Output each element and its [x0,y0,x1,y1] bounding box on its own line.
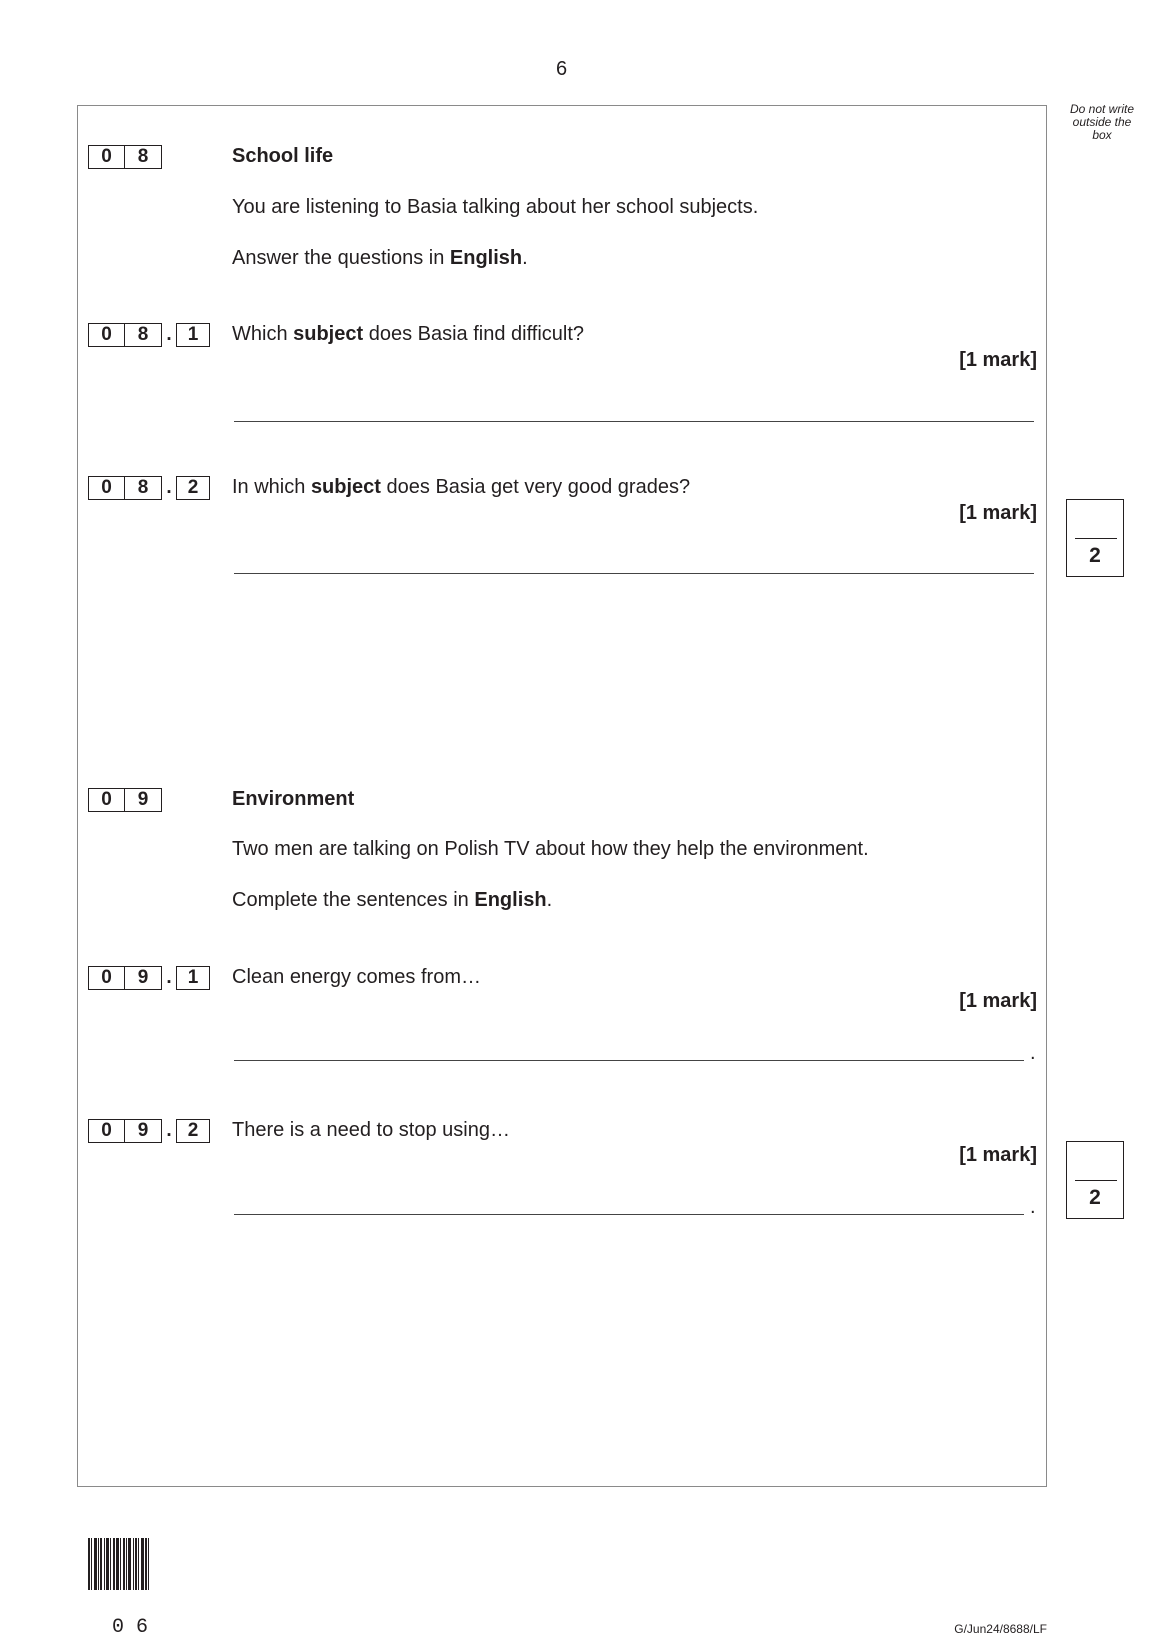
question-number-09 [88,788,162,812]
margin-note-line: box [1092,128,1112,142]
mark-label: [1 mark] [959,1144,1037,1166]
page-number: 6 [556,58,568,80]
score-box [1066,1141,1124,1219]
answer-line[interactable] [234,421,1034,422]
question-title: School life [232,145,334,167]
mark-label: [1 mark] [959,349,1037,371]
full-stop: . [1030,1042,1036,1064]
question-number-08 [88,145,162,169]
footer-code: G/Jun24/8688/LF [954,1622,1047,1636]
barcode-number: 0 6 [112,1616,149,1638]
mark-label: [1 mark] [959,502,1037,524]
digit: 0 [88,1119,125,1143]
question-number-08-1: 0 8 . 1 [88,323,210,347]
question-number-08-2: 0 8 . 2 [88,476,210,500]
answer-line[interactable] [234,573,1034,574]
digit: 1 [176,966,210,990]
question-number-09-1: 0 9 . 1 [88,966,210,990]
answer-line[interactable] [234,1060,1024,1061]
question-number-09-2: 0 9 . 2 [88,1119,210,1143]
margin-note [1060,103,1144,142]
question-text: In which subject does Basia get very good grades? [232,476,691,498]
question-text: Which subject does Basia find difficult? [232,323,585,345]
digit: 8 [125,476,162,500]
question-instruction: Complete the sentences in English. [232,889,553,911]
digit: 2 [176,1119,210,1143]
digit: 0 [88,323,125,347]
mark-label: [1 mark] [959,990,1037,1012]
digit: 8 [125,145,162,169]
margin-note-line: Do not write [1069,102,1135,116]
question-text: There is a need to stop using… [232,1119,510,1141]
digit: 2 [176,476,210,500]
digit: 9 [125,788,162,812]
digit: 0 [88,476,125,500]
digit: 0 [88,788,125,812]
digit: 0 [88,145,125,169]
digit: 8 [125,323,162,347]
full-stop: . [1030,1196,1036,1218]
digit: 1 [176,323,210,347]
answer-box-frame [77,105,1047,1487]
question-instruction: Answer the questions in English. [232,247,528,269]
score-total: 2 [1089,544,1101,567]
answer-line[interactable] [234,1214,1024,1215]
digit: 9 [125,1119,162,1143]
margin-note-line: outside the [1072,115,1132,129]
question-intro: Two men are talking on Polish TV about how they help the environment. [232,838,869,860]
barcode [88,1538,151,1590]
barcode-bar [149,1538,151,1590]
score-total: 2 [1089,1186,1101,1209]
digit: 9 [125,966,162,990]
question-intro: You are listening to Basia talking about her school subjects. [232,196,759,218]
question-text: Clean energy comes from… [232,966,481,988]
digit: 0 [88,966,125,990]
question-title: Environment [232,788,355,810]
score-box [1066,499,1124,577]
